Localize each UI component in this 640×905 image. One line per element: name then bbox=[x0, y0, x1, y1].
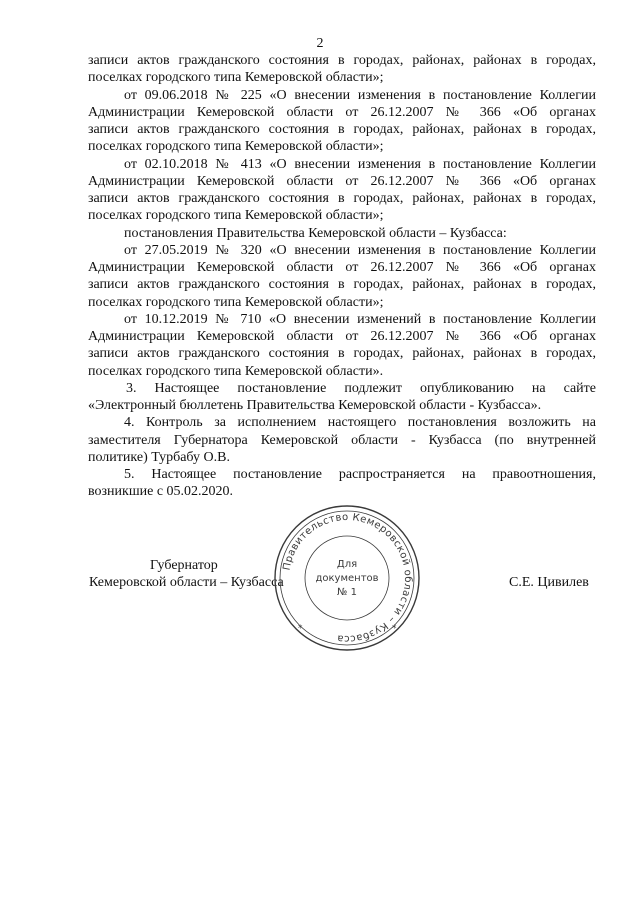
signature-title-region: Кемеровской области – Кузбасса bbox=[89, 575, 284, 590]
text-line: 3. Настоящее постановление подлежит опубликованию на сайте bbox=[126, 380, 596, 396]
text-line: от 02.10.2018 № 413 «О внесении изменения в постановление Коллегии bbox=[124, 156, 596, 172]
text-line: 5. Настоящее постановление распространяется на правоотношения, bbox=[124, 467, 596, 482]
text-line: записи актов гражданского состояния в городах, районах, районах в городах, bbox=[88, 346, 596, 362]
text-line: Администрации Кемеровской области от 26.12.2007 № 366 «Об органах bbox=[88, 260, 596, 275]
text-line: 4. Контроль за исполнением настоящего постановления возложить на bbox=[124, 415, 596, 431]
text-line: поселках городского типа Кемеровской области»; bbox=[88, 139, 384, 155]
text-line: Администрации Кемеровской области от 26.12.2007 № 366 «Об органах bbox=[88, 104, 596, 120]
text-line: заместителя Губернатора Кемеровской области - Кузбасса (по внутренней bbox=[88, 432, 596, 448]
seal-ring-text: Правительство Кемеровской области – Кузбасса bbox=[281, 511, 414, 645]
text-line: от 10.12.2019 № 710 «О внесении изменений в постановление Коллегии bbox=[124, 311, 596, 327]
text-line: записи актов гражданского состояния в городах, районах, районах в городах, bbox=[88, 53, 596, 68]
text-line: политике) Турбабу О.В. bbox=[88, 449, 230, 465]
text-line: Администрации Кемеровской области от 26.12.2007 № 366 «Об органах bbox=[88, 173, 596, 189]
official-seal bbox=[272, 503, 422, 653]
signature-name: С.Е. Цивилев bbox=[509, 575, 589, 590]
seal-star-icon: * bbox=[392, 624, 397, 634]
text-line: от 09.06.2018 № 225 «О внесении изменения в постановление Коллегии bbox=[124, 87, 596, 103]
seal-center-text: документов bbox=[315, 573, 379, 584]
text-line: поселках городского типа Кемеровской области»; bbox=[88, 294, 384, 310]
text-line: возникшие с 05.02.2020. bbox=[88, 484, 234, 500]
text-line: поселках городского типа Кемеровской области». bbox=[88, 363, 384, 379]
signature-title: Губернатор bbox=[150, 558, 218, 573]
text-line: от 27.05.2019 № 320 «О внесении изменения в постановление Коллегии bbox=[124, 242, 596, 258]
seal-star-icon: * bbox=[298, 624, 303, 634]
text-line: Администрации Кемеровской области от 26.12.2007 № 366 «Об органах bbox=[88, 329, 596, 344]
text-line: поселках городского типа Кемеровской области»; bbox=[88, 208, 384, 224]
text-line: записи актов гражданского состояния в городах, районах, районах в городах, bbox=[88, 277, 596, 293]
seal-center-text: Для bbox=[336, 559, 358, 570]
text-line: записи актов гражданского состояния в городах, районах, районах в городах, bbox=[88, 122, 596, 137]
seal-center-text: № 1 bbox=[337, 587, 357, 598]
text-line: записи актов гражданского состояния в городах, районах, районах в городах, bbox=[88, 191, 596, 206]
text-line: поселках городского типа Кемеровской области»; bbox=[88, 70, 384, 86]
text-line: «Электронный бюллетень Правительства Кемеровской области - Кузбасса». bbox=[88, 398, 542, 413]
document-body bbox=[88, 52, 596, 501]
text-line: постановления Правительства Кемеровской области – Кузбасса: bbox=[124, 225, 507, 241]
page-number: 2 bbox=[316, 36, 324, 51]
